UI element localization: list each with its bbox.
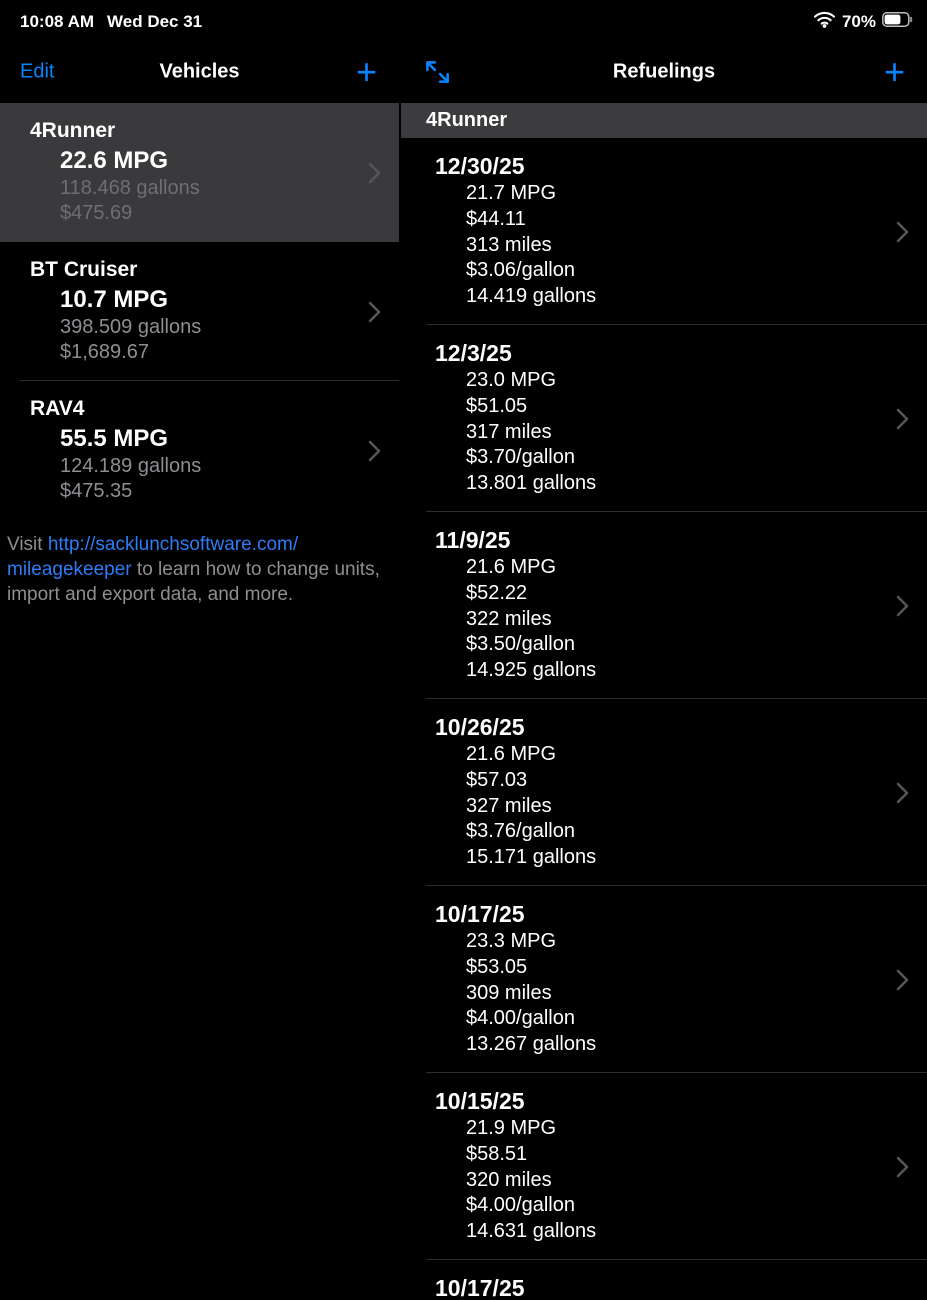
vehicle-mpg: 10.7 MPG xyxy=(60,286,169,313)
vehicle-cost: $475.35 xyxy=(60,480,133,502)
refueling-stat: $3.06/gallon xyxy=(466,259,575,282)
refueling-stat: $57.03 xyxy=(466,768,528,791)
refueling-stat: 309 miles xyxy=(466,981,552,1004)
refueling-stat: $53.05 xyxy=(466,955,528,978)
refueling-stat: 14.419 gallons xyxy=(466,285,597,308)
refueling-date: 11/9/25 xyxy=(435,527,511,553)
footer-link-url[interactable]: http://sacklunchsoftware.com/ xyxy=(47,534,299,555)
refueling-row[interactable] xyxy=(401,138,927,325)
refueling-stat: $44.11 xyxy=(466,207,526,230)
footer-note xyxy=(7,532,393,607)
chevron-right-icon xyxy=(896,782,909,804)
chevron-right-icon xyxy=(896,595,909,617)
refuelings-nav-bar xyxy=(401,40,927,103)
vehicles-panel xyxy=(0,40,399,1300)
battery-percent-label: 70% xyxy=(841,12,876,31)
vehicle-name: 4Runner xyxy=(30,119,116,142)
refueling-stat: 13.801 gallons xyxy=(466,472,597,495)
refuelings-panel xyxy=(401,40,927,1300)
vehicle-mpg: 55.5 MPG xyxy=(60,425,169,452)
refueling-stat: 14.925 gallons xyxy=(466,659,597,682)
refueling-row[interactable] xyxy=(401,699,927,886)
footer-text: Visit xyxy=(7,534,48,555)
vehicle-name: RAV4 xyxy=(30,397,85,420)
vehicle-name: BT Cruiser xyxy=(30,258,138,281)
status-date: Wed Dec 31 xyxy=(107,12,203,31)
refueling-stat: $4.00/gallon xyxy=(466,1194,575,1217)
footer-text-end: import and export data, and more. xyxy=(7,584,294,605)
refueling-stat: $52.22 xyxy=(466,581,528,604)
refueling-list xyxy=(401,138,927,1300)
refueling-stat: 23.0 MPG xyxy=(466,369,557,391)
refueling-stat: 13.267 gallons xyxy=(466,1033,597,1056)
add-refueling-button[interactable]: + xyxy=(883,50,905,92)
vehicle-cost: $1,689.67 xyxy=(60,341,149,363)
wifi-icon xyxy=(813,11,836,33)
refueling-stat: 23.3 MPG xyxy=(466,930,557,952)
refueling-row[interactable] xyxy=(401,1073,927,1260)
vehicle-row[interactable] xyxy=(0,381,399,520)
status-time: 10:08 AM xyxy=(20,12,95,31)
refueling-stats xyxy=(401,929,927,1058)
refueling-date: 10/17/25 xyxy=(435,1275,525,1300)
refueling-stat: $51.05 xyxy=(466,394,528,417)
chevron-right-icon xyxy=(896,969,909,991)
chevron-right-icon xyxy=(368,162,381,184)
refueling-stats xyxy=(401,368,927,497)
refueling-date: 10/26/25 xyxy=(435,714,525,740)
refueling-stat: 313 miles xyxy=(466,233,552,256)
refueling-stat: 21.6 MPG xyxy=(466,556,557,578)
vehicles-nav-bar xyxy=(0,40,399,103)
vehicles-title: Vehicles xyxy=(159,60,240,82)
section-header-vehicle: 4Runner xyxy=(401,103,927,138)
refueling-stat: 14.631 gallons xyxy=(466,1220,597,1243)
vehicle-row[interactable] xyxy=(0,242,399,381)
chevron-right-icon xyxy=(896,221,909,243)
status-bar-right xyxy=(813,11,913,33)
vehicle-gallons: 118.468 gallons xyxy=(60,177,200,199)
refueling-stats xyxy=(401,181,927,310)
refueling-row[interactable] xyxy=(401,325,927,512)
refueling-date: 12/3/25 xyxy=(435,340,512,366)
chevron-right-icon xyxy=(368,440,381,462)
edit-button[interactable]: Edit xyxy=(20,60,55,82)
refueling-stat: $3.76/gallon xyxy=(466,820,575,843)
refueling-stat: $4.00/gallon xyxy=(466,1007,575,1030)
chevron-right-icon xyxy=(896,408,909,430)
refueling-stat: 317 miles xyxy=(466,420,552,443)
refueling-stat: 15.171 gallons xyxy=(466,846,597,869)
refueling-stat: 21.7 MPG xyxy=(466,182,557,204)
refuelings-title: Refuelings xyxy=(612,60,716,82)
refueling-stat: $3.70/gallon xyxy=(466,446,575,469)
refueling-stat: 21.6 MPG xyxy=(466,743,557,765)
vehicle-mpg: 22.6 MPG xyxy=(60,147,169,174)
vehicle-gallons: 398.509 gallons xyxy=(60,316,202,338)
refueling-row[interactable] xyxy=(401,1260,927,1300)
refueling-date: 10/15/25 xyxy=(435,1088,525,1114)
split-view xyxy=(0,40,927,1300)
chevron-right-icon xyxy=(896,1156,909,1178)
refueling-stat: $3.50/gallon xyxy=(466,633,575,656)
status-bar xyxy=(0,0,927,40)
refueling-stat: 322 miles xyxy=(466,607,552,630)
refueling-stats xyxy=(401,555,927,684)
vehicle-cost: $475.69 xyxy=(60,202,133,224)
refueling-date: 12/30/25 xyxy=(435,153,525,179)
refueling-date: 10/17/25 xyxy=(435,901,525,927)
vehicle-list xyxy=(0,103,399,520)
battery-icon xyxy=(882,12,913,32)
refueling-stats xyxy=(401,1116,927,1245)
status-bar-left xyxy=(20,12,202,32)
add-vehicle-button[interactable]: + xyxy=(355,50,377,92)
refueling-stat: 327 miles xyxy=(466,794,552,817)
refueling-row[interactable] xyxy=(401,886,927,1073)
refueling-stat: 21.9 MPG xyxy=(466,1117,557,1139)
vehicle-row[interactable] xyxy=(0,103,399,242)
vehicle-gallons: 124.189 gallons xyxy=(60,455,202,477)
refueling-row[interactable] xyxy=(401,512,927,699)
footer-link-url-continued[interactable]: mileagekeeper xyxy=(7,559,132,580)
footer-text-middle: to learn how to change units, xyxy=(131,559,380,580)
refueling-stat: $58.51 xyxy=(466,1142,528,1165)
chevron-right-icon xyxy=(368,301,381,323)
refueling-stat: 320 miles xyxy=(466,1168,552,1191)
refueling-stats xyxy=(401,742,927,871)
